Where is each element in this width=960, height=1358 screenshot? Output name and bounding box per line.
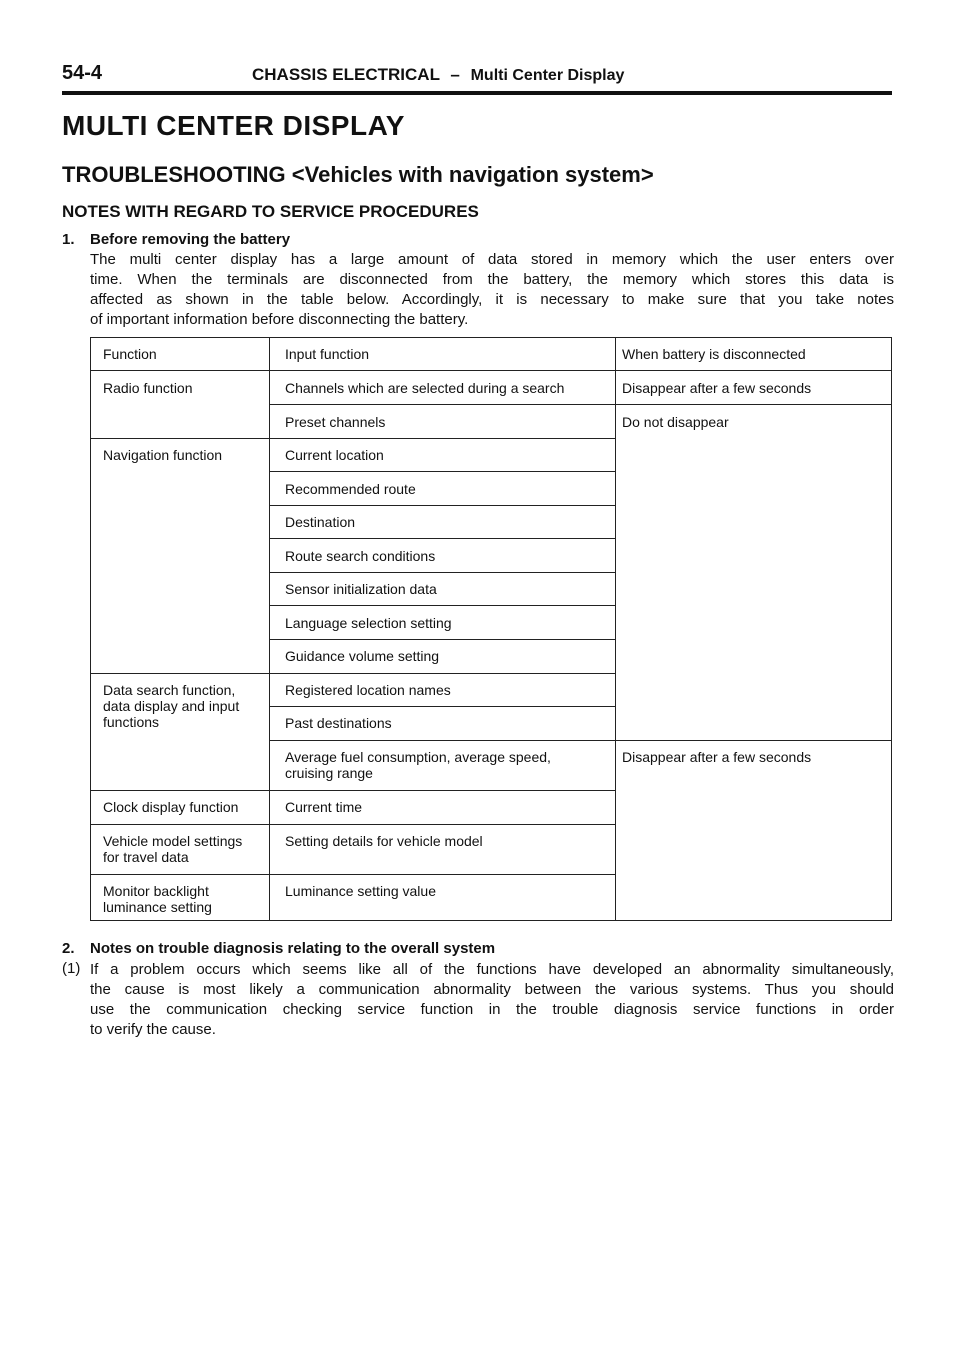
function-line: for travel data <box>103 849 189 865</box>
item1-number: 1. <box>62 231 75 248</box>
table-rule <box>269 605 615 606</box>
input-channels-search: Channels which are selected during a search <box>285 380 565 396</box>
input-line: cruising range <box>285 765 373 781</box>
input-avg-fuel <box>285 749 605 781</box>
function-data-search <box>103 682 265 730</box>
item2-line: the cause is most likely a communication abnormality between the various systems. Thus you should <box>90 981 894 998</box>
input-recommended-route: Recommended route <box>285 481 416 497</box>
header-function: Function <box>103 346 157 362</box>
function-line: functions <box>103 714 160 730</box>
table-rule <box>269 404 891 405</box>
item2-number: 2. <box>62 940 75 957</box>
input-current-time: Current time <box>285 799 363 815</box>
input-line: Average fuel consumption, average speed, <box>285 749 551 765</box>
function-line: luminance setting <box>103 899 212 915</box>
table-rule <box>91 824 615 825</box>
input-language: Language selection setting <box>285 615 452 631</box>
item2-title: Notes on trouble diagnosis relating to the overall system <box>90 940 496 957</box>
input-route-search: Route search conditions <box>285 548 436 564</box>
item1-line: time. When the terminals are disconnected from the battery, the memory which stores this data is <box>90 271 894 288</box>
function-radio: Radio function <box>103 380 193 396</box>
table-rule <box>269 639 615 640</box>
item1-line: of important information before disconnecting the battery. <box>90 311 469 328</box>
function-vehicle-model <box>103 833 242 865</box>
header-input-function: Input function <box>285 346 370 362</box>
item2-line: use the communication checking service function in the trouble diagnosis service functions in order <box>90 1001 894 1018</box>
table-rule <box>269 505 615 506</box>
table-rule <box>269 538 615 539</box>
section-subtitle: TROUBLESHOOTING <Vehicles with navigation system> <box>62 162 654 187</box>
table-rule <box>269 706 615 707</box>
input-guidance-volume: Guidance volume setting <box>285 648 440 664</box>
item1-title: Before removing the battery <box>90 231 291 248</box>
title-separator: – <box>450 65 460 84</box>
item2-paragraph <box>90 960 894 1040</box>
item2-sub-number: (1) <box>62 960 81 977</box>
table-rule <box>269 572 615 573</box>
item2-line: If a problem occurs which seems like all of the functions have developed an abnormality simultaneously, <box>90 961 894 978</box>
result-disappear: Disappear after a few seconds <box>622 749 812 765</box>
item1-line: affected as shown in the table below. Accordingly, it is necessary to make sure that you take notes <box>90 291 894 308</box>
table-rule <box>269 740 891 741</box>
table-rule <box>91 370 891 371</box>
battery-memory-table <box>90 337 892 921</box>
function-clock: Clock display function <box>103 799 239 815</box>
function-monitor <box>103 883 212 915</box>
table-rule <box>91 673 615 674</box>
input-destination: Destination <box>285 514 356 530</box>
input-sensor-init: Sensor initialization data <box>285 581 437 597</box>
function-line: Vehicle model settings <box>103 833 243 849</box>
table-rule <box>91 790 615 791</box>
input-past-destinations: Past destinations <box>285 715 392 731</box>
function-line: Data search function, <box>103 682 236 698</box>
table-rule <box>269 471 615 472</box>
result-disappear: Disappear after a few seconds <box>622 380 812 396</box>
function-line: data display and input <box>103 698 240 714</box>
item1-paragraph <box>90 250 894 330</box>
item1-line: The multi center display has a large amount of data stored in memory which the user enters over <box>90 251 894 268</box>
subsection-name: Multi Center Display <box>470 67 625 84</box>
input-current-location: Current location <box>285 447 384 463</box>
table-divider <box>615 338 616 920</box>
header-rule <box>62 91 892 95</box>
result-do-not-disappear: Do not disappear <box>622 414 729 430</box>
page-header <box>62 62 892 88</box>
input-preset: Preset channels <box>285 414 386 430</box>
page-number: 54-4 <box>62 62 103 84</box>
input-luminance: Luminance setting value <box>285 883 436 899</box>
running-title <box>252 65 624 85</box>
input-registered-names: Registered location names <box>285 682 451 698</box>
function-line: Monitor backlight <box>103 883 209 899</box>
header-battery-disconnected: When battery is disconnected <box>622 346 806 362</box>
function-navigation: Navigation function <box>103 447 223 463</box>
table-rule <box>91 874 615 875</box>
notes-heading: NOTES WITH REGARD TO SERVICE PROCEDURES <box>62 202 479 221</box>
item2-line: to verify the cause. <box>90 1021 216 1038</box>
table-divider <box>269 338 270 920</box>
table-rule <box>91 438 615 439</box>
input-vehicle-setting: Setting details for vehicle model <box>285 833 483 849</box>
section-name: CHASSIS ELECTRICAL <box>252 65 440 84</box>
page-title: MULTI CENTER DISPLAY <box>62 110 405 141</box>
